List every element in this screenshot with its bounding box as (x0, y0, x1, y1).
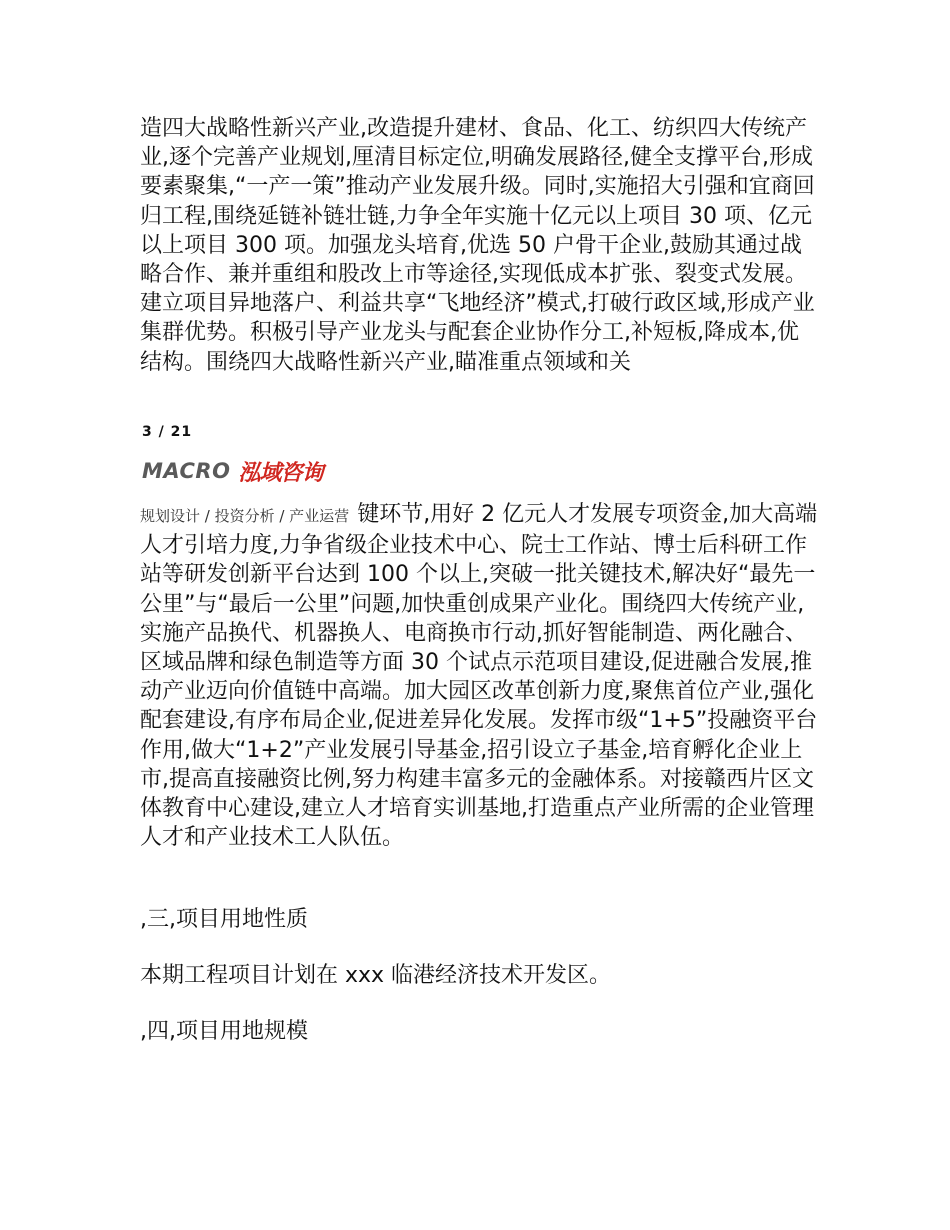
body-paragraph-1: 造四大战略性新兴产业,改造提升建材、食品、化工、纺织四大传统产业,逐个完善产业规划,厘清目标定位,明确发展路径,健全支撑平台,形成要素聚集,“一产一策”推动产业发展升级。同时,实施招大引强和宜商回归工程,围绕延链补链壮链,力争全年实施十亿元以上项目 30 项、亿元以上项目 300 项。加强龙头培育,优选 50 户骨干企业,鼓励其通过战略合作、兼并重组和股改上市等途径,实现低成本扩张、裂变式发展。建立项目异地落户、利益共享“飞地经济”模式,打破行政区域,形成产业集群优势。积极引导产业龙头与配套企业协作分工,补短板,降成本,优结构。围绕四大战略性新兴产业,瞄准重点领域和关 (140, 116, 815, 375)
company-tagline: 规划设计 / 投资分析 / 产业运营 (140, 507, 350, 525)
body-paragraph-2: 键环节,用好 2 亿元人才发展专项资金,加大高端人才引培力度,力争省级企业技术中心、院士工作站、博士后科研工作站等研发创新平台达到 100 个以上,突破一批关键技术,解决好“最先一公里”与“最后一公里”问题,加快重创成果产业化。围绕四大传统产业,实施产品换代、机器换人、电商换市行动,抓好智能制造、两化融合、区域品牌和绿色制造等方面 30 个试点示范项目建设,促进融合发展,推动产业迈向价值链中高端。加大园区改革创新力度,聚焦首位产业,强化配套建设,有序布局企业,促进差异化发展。发挥市级“1+5”投融资平台作用,做大“1+2”产业发展引导基金,招引设立子基金,培育孵化企业上市,提高直接融资比例,努力构建丰富多元的金融体系。对接赣西片区文体教育中心建设,建立人才培育实训基地,打造重点产业所需的企业管理人才和产业技术工人队伍。 (140, 502, 818, 851)
section-heading-4: ,四,项目用地规模 (140, 1019, 308, 1044)
body-paragraph-3: 本期工程项目计划在 xxx 临港经济技术开发区。 (140, 963, 612, 988)
body-paragraph-2-block (140, 500, 820, 852)
company-logo (142, 456, 322, 486)
page-number: 3 / 21 (142, 424, 193, 440)
logo-text-en: MACRO (142, 459, 231, 483)
logo-text-cn: 泓域咨询 (238, 460, 323, 486)
section-heading-3: ,三,项目用地性质 (140, 907, 308, 932)
